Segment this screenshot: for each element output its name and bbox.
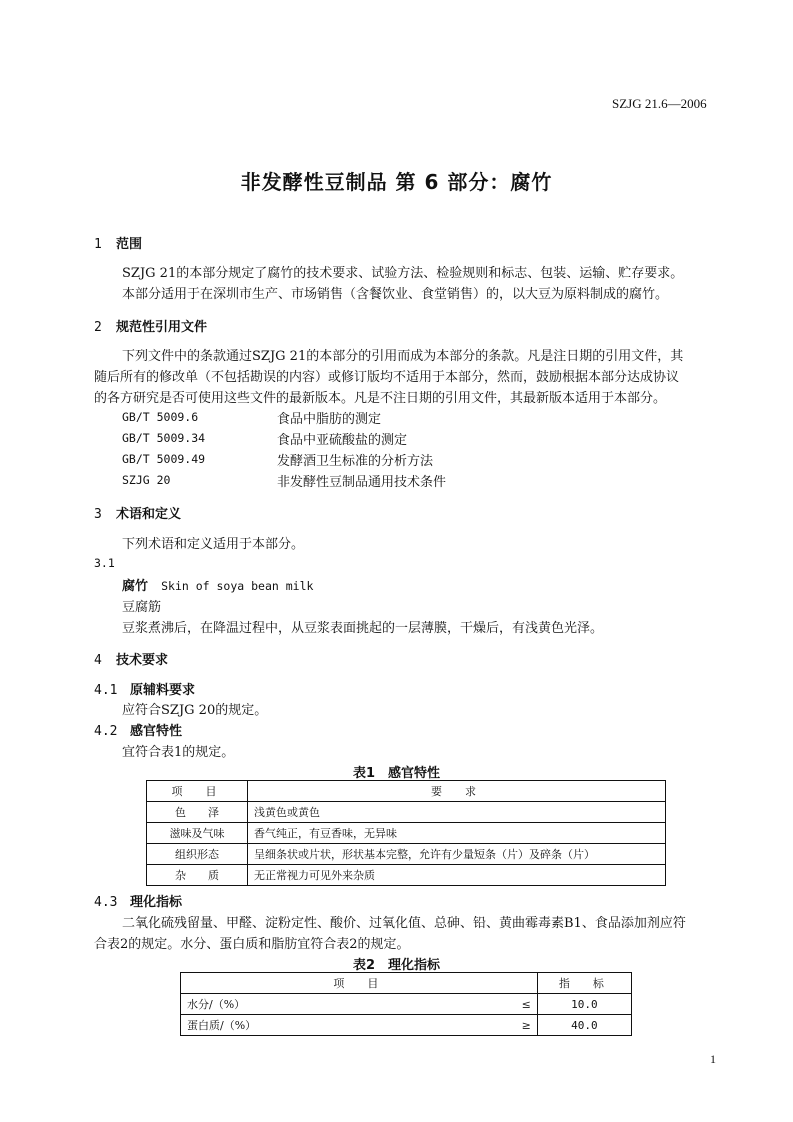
term-english: Skin of soya bean milk bbox=[161, 579, 314, 593]
subsection-title: 理化指标 bbox=[130, 895, 183, 910]
table-header-item: 项 目 bbox=[147, 781, 248, 802]
table-cell-requirement: 浅黄色或黄色 bbox=[248, 802, 666, 823]
section-3-heading bbox=[94, 503, 181, 522]
page-number: 1 bbox=[710, 1052, 716, 1066]
section-number: 2 bbox=[94, 320, 102, 335]
document-id: SZJG 21.6—2006 bbox=[612, 96, 707, 111]
page-title: 非发酵性豆制品 第 6 部分：腐竹 bbox=[240, 170, 553, 194]
table-header-item: 项 目 bbox=[181, 973, 538, 994]
subsection-number: 4.2 bbox=[94, 724, 118, 739]
reference-code: SZJG 20 bbox=[122, 473, 171, 487]
table-cell-requirement: 呈细条状或片状，形状基本完整，允许有少量短条（片）及碎条（片） bbox=[248, 844, 666, 865]
section-title: 术语和定义 bbox=[116, 507, 182, 522]
table-cell-item: 组织形态 bbox=[147, 844, 248, 865]
paragraph: 应符合SZJG 20的规定。 bbox=[122, 703, 268, 718]
reference-title: 食品中脂肪的测定 bbox=[277, 412, 382, 427]
table-2-caption: 表2 理化指标 bbox=[352, 958, 441, 973]
table-cell-item: 蛋白质/（%） bbox=[181, 1015, 505, 1036]
subsection-title: 原辅料要求 bbox=[130, 683, 196, 698]
paragraph: 下列术语和定义适用于本部分。 bbox=[122, 537, 305, 552]
term: 腐竹 bbox=[122, 579, 149, 594]
reference-title: 食品中亚硫酸盐的测定 bbox=[277, 433, 408, 448]
reference-code: GB/T 5009.6 bbox=[122, 410, 199, 424]
subsection-number: 4.1 bbox=[94, 683, 118, 698]
table-cell-operator: ≥ bbox=[505, 1015, 538, 1036]
paragraph: 的各方研究是否可使用这些文件的最新版本。凡是不注日期的引用文件，其最新版本适用于本部分。 bbox=[94, 391, 667, 406]
section-title: 技术要求 bbox=[116, 653, 169, 668]
section-4-heading bbox=[94, 649, 168, 668]
table-row bbox=[147, 844, 666, 865]
table-row bbox=[147, 823, 666, 844]
section-title: 范围 bbox=[116, 237, 143, 252]
subsection-4-3-heading bbox=[94, 891, 182, 910]
table-cell-item: 杂 质 bbox=[147, 865, 248, 886]
subsection-4-1-heading bbox=[94, 679, 195, 698]
table-header-row bbox=[147, 781, 666, 802]
table-cell-value: 40.0 bbox=[537, 1015, 631, 1036]
subsection-number: 3.1 bbox=[94, 556, 115, 570]
reference-title: 非发酵性豆制品通用技术条件 bbox=[277, 475, 447, 490]
table-1 bbox=[146, 780, 666, 886]
term-definition: 豆浆煮沸后，在降温过程中，从豆浆表面挑起的一层薄膜，干燥后，有浅黄色光泽。 bbox=[122, 621, 604, 636]
table-cell-item: 水分/（%） bbox=[181, 994, 505, 1015]
table-cell-operator: ≤ bbox=[505, 994, 538, 1015]
table-cell-value: 10.0 bbox=[537, 994, 631, 1015]
table-cell-item: 色 泽 bbox=[147, 802, 248, 823]
section-title: 规范性引用文件 bbox=[116, 320, 208, 335]
table-row bbox=[147, 802, 666, 823]
section-1-heading bbox=[94, 233, 142, 252]
section-2-heading bbox=[94, 316, 207, 335]
subsection-number: 4.3 bbox=[94, 895, 118, 910]
paragraph: 二氧化硫残留量、甲醛、淀粉定性、酸价、过氧化值、总砷、铅、黄曲霉毒素B1、食品添加剂应符 bbox=[122, 916, 686, 931]
table-header-requirement: 要 求 bbox=[248, 781, 666, 802]
paragraph: 宜符合表1的规定。 bbox=[122, 745, 235, 760]
reference-code: GB/T 5009.34 bbox=[122, 431, 206, 445]
table-header-value: 指 标 bbox=[537, 973, 631, 994]
section-number: 3 bbox=[94, 507, 102, 522]
paragraph: 随后所有的修改单（不包括勘误的内容）或修订版均不适用于本部分，然而，鼓励根据本部分达成协议 bbox=[94, 370, 680, 385]
table-cell-item: 滋味及气味 bbox=[147, 823, 248, 844]
term-line bbox=[122, 575, 313, 594]
reference-code: GB/T 5009.49 bbox=[122, 452, 206, 466]
table-row bbox=[181, 994, 632, 1015]
subsection-title: 感官特性 bbox=[130, 724, 183, 739]
paragraph: 合表2的规定。水分、蛋白质和脂肪宜符合表2的规定。 bbox=[94, 937, 410, 952]
table-cell-requirement: 无正常视力可见外来杂质 bbox=[248, 865, 666, 886]
paragraph: 本部分适用于在深圳市生产、市场销售（含餐饮业、食堂销售）的，以大豆为原料制成的腐竹。 bbox=[122, 287, 669, 302]
section-number: 4 bbox=[94, 653, 102, 668]
table-1-caption: 表1 感官特性 bbox=[352, 766, 441, 781]
table-row bbox=[147, 865, 666, 886]
paragraph: SZJG 21的本部分规定了腐竹的技术要求、试验方法、检验规则和标志、包装、运输、贮存要求。 bbox=[122, 266, 684, 281]
table-row bbox=[181, 1015, 632, 1036]
table-header-row bbox=[181, 973, 632, 994]
table-2 bbox=[180, 972, 632, 1036]
paragraph: 下列文件中的条款通过SZJG 21的本部分的引用而成为本部分的条款。凡是注日期的引用文件，其 bbox=[122, 349, 684, 364]
term-alias: 豆腐筋 bbox=[122, 600, 162, 615]
table-cell-requirement: 香气纯正，有豆香味，无异味 bbox=[248, 823, 666, 844]
section-number: 1 bbox=[94, 237, 102, 252]
reference-title: 发酵酒卫生标准的分析方法 bbox=[277, 454, 434, 469]
subsection-4-2-heading bbox=[94, 720, 182, 739]
